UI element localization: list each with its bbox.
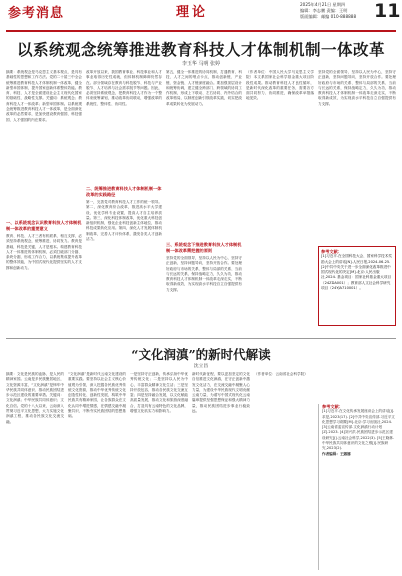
masthead-rule <box>6 30 396 32</box>
masthead <box>0 0 402 36</box>
article1-col3b: 坚持党的全面领导，坚持以人民为中心，坚持守正创新，坚持问题导向，坚持开放合作。要处理好政府与市场的关系、整体与局部的关系、当前与长远的关系，保持战略定力，久久为功，推动教育科技人才体制机制一体改革走深走实，不断取得新成效，为实现高水平科技自立自强提供有力支撑。 <box>166 256 242 292</box>
references-box <box>318 246 396 326</box>
masthead-meta-line: 编辑：李志鹏 责编：王明 <box>300 8 348 13</box>
article1-subheading-2: 二、统筹推进教育科技人才体制机制一体改革的实践路径 <box>86 186 162 197</box>
article2-references <box>318 404 396 570</box>
section-divider <box>6 338 396 339</box>
article2-col2: “文化润滇”是新时代云南文化建设的重要实践。要坚持以社会主义核心价值观为引领，深入挖掘各民族优秀传统文化资源，推动中华优秀传统文化创造性转化、创新性发展，构筑中华民族共有精神家园，让各族群众在文化认同中增进情感，在情感交融中凝聚共识，不断夯实民族团结的思想基础。 <box>68 372 126 419</box>
article1-subheading-1: 一、以系统观念认识教育科技人才体制机制一体改革的重要意义 <box>6 220 82 231</box>
masthead-meta-line: 2025年4月21日 星期四 <box>300 2 346 7</box>
references-box-text: [1]习近平.在全国科技大会、国家科学技术奖励大会上的讲话[N].人民日报,2024-06-25. [2]中共中央关于进一步全面深化改革推进中国式现代化的决定[M].北京:人民出版社,2024. 基金项目：国家社科基金重大项目（24ZDA001）；教育部人文社会科学研究项目（24YJA710001）。 <box>321 254 392 291</box>
article2-col5: （作者单位：云南省社会科学院） <box>254 372 308 376</box>
article1-headline: 以系统观念统筹推进教育科技人才体制机制一体改革 <box>16 40 385 59</box>
references-box-title: 参考文献： <box>321 249 342 254</box>
article1-col5: 坚持党的全面领导，坚持以人民为中心，坚持守正创新，坚持问题导向，坚持开放合作。要处理好政府与市场的关系、整体与局部的关系、当前与长远的关系，保持战略定力，久久为功，推动教育科技人才体制机制一体改革走深走实，不断取得新成效，为实现高水平科技自立自强提供有力支撑。 <box>318 70 396 106</box>
article2-references-text: [1]习近平.在文化传承发展座谈会上的讲话[J].求是,2023(17). [2]中共中央宣传部.习近平文化思想学习纲要[M].北京:学习出版社,2024. [3]云南省委宣传部.文化润滇行动计划[Z].2023. [4]刘兴洪.民族团结进步示范区建设研究[J].云南社会科学,2022(3). [5]王晓林.中华民族共同体意识的文化之维[J].民族研究,2023(2). <box>322 409 395 451</box>
article2-editor: 作者编辑：王娜娜 <box>322 451 351 456</box>
article2-col3: 一是坚持守正创新，传承弘扬中华优秀传统文化；二是坚持以人民为中心，丰富群众精神文化生活；三是坚持开放包容，推动各民族文化交流互鉴；四是坚持融合发展，以文化赋能高质量发展，推动文化和旅游深度融合，打造具有云南特色的文化品牌，增强文化软实力和影响力。 <box>130 372 188 414</box>
article1-subheading-3: 三、系统观念下推进教育科技人才体制机制一体改革需把握的原则 <box>166 242 242 253</box>
masthead-meta-line: 版面编辑：邮编 010-888888 <box>300 14 357 19</box>
article2-references-title: 参考文献： <box>322 404 343 409</box>
article1-col1: 摘要：系统观念是马克思主义基本观点，是具有基础性的思想和工作方法。党的二十届三中全会统筹推进教育科技人才体制机制一体改革，健全新型举国体制，提升国家创新体系整体效能。教育、科技、人才是全面建设社会主义现代化国家的基础性、战略性支撑。关键词：系统观念；教育科技人才一体改革；新型举国体制。以系统观念统筹推进教育科技人才一体改革，是全面深化改革的必然要求，是加快建设教育强国、科技强国、人才强国的内在要求。 <box>6 70 82 122</box>
section-title: 理论 <box>176 5 209 20</box>
article1-col3: 第五，健全一体推进的协同机制，打通教育、科技、人才之间的堵点卡点，推动创新链、产业链、资金链、人才链深度融合。要加强顶层设计和统筹协调，建立健全跨部门、跨领域的协同工作机制，形成上下联动、左右协同、内外结合的改革格局，以制度创新引领改革实践，切实把改革成果转化为发展动力。 <box>166 70 242 106</box>
article1-col4: （作者单位：中国人民大学马克思主义学院）本文系国家社会科学基金重大项目阶段性成果。推动教育科技人才良性循环，是新时代深化改革的重要任务，需要各方面共同努力、协同推进，确保改革举措落地见效。 <box>246 70 314 101</box>
article2-headline: “文化润滇”的新时代解读 <box>131 347 271 362</box>
page-number: 11 <box>374 0 401 22</box>
article2-col4: 新时代新征程，要以更加坚定的文化自信推进文化润滇，在守正创新中激发文化活力，在交流交融中凝聚人心力量，为建设中华民族现代文明贡献云南力量，为谱写中国式现代化云南篇章提供坚强思想保证和强大精神力量，推动民族团结进步事业行稳致远。 <box>192 372 250 414</box>
article1-col1b: 教育、科技、人才三者有机联系、相互支撑，必须坚持系统观念，统筹推进，协同发力。教育是基础，科技是关键，人才是根本。构建教育科技人才一体推进的体制机制，必须打破部门分割、条块分割，形成工作合力，以系统集成提升改革的整体效能，为中国式现代化提供坚实的人才支撑和创新动力。 <box>6 234 82 270</box>
article2-col1: 摘要：文化是民族的血脉，是人民的精神家园。云南是多民族聚居地区，文化资源丰富，“文化润滇”是铸牢中华民族共同体意识、推动民族团结进步示范区建设的重要举措。关键词：文化润滇；中华民族共同体意识；文化自信。党的十八大以来，云南深入贯彻习近平文化思想，大力实施文化润滇工程，推动各民族文化交流交融。 <box>6 372 64 424</box>
article1-col2: 改革开放以来，我国教育事业、科技事业和人才事业取得历史性成就，但体制机制障碍仍然存在。部分领域存在教育与科技脱节、科技与产业脱节、人才培养与社会需求脱节等问题。因此，必须坚持系统观念，把教育科技人才作为一个整体来统筹谋划，推动改革协同联动，增强改革的系统性、整体性、协同性。 <box>86 70 162 106</box>
newspaper-logo: 参考消息 <box>8 6 65 21</box>
article1-byline: 李玉华 马明 张婷 <box>181 61 221 67</box>
masthead-meta <box>300 2 370 20</box>
article1-col2b: 第一，完善党对教育科技人才工作的统一领导。第二，深化教育综合改革，推进高水平大学建设，优化学科专业设置，提高人才自主培养质量。第三，深化科技体制改革，优化重大科技创新组织机制，强化企业科技创新主体地位，推动科技成果转化应用。第四，深化人才发展体制机制改革，完善人才评价体系，激发各类人才创新活力。 <box>86 200 162 242</box>
article2-byline: 沈立昌 <box>193 364 209 369</box>
